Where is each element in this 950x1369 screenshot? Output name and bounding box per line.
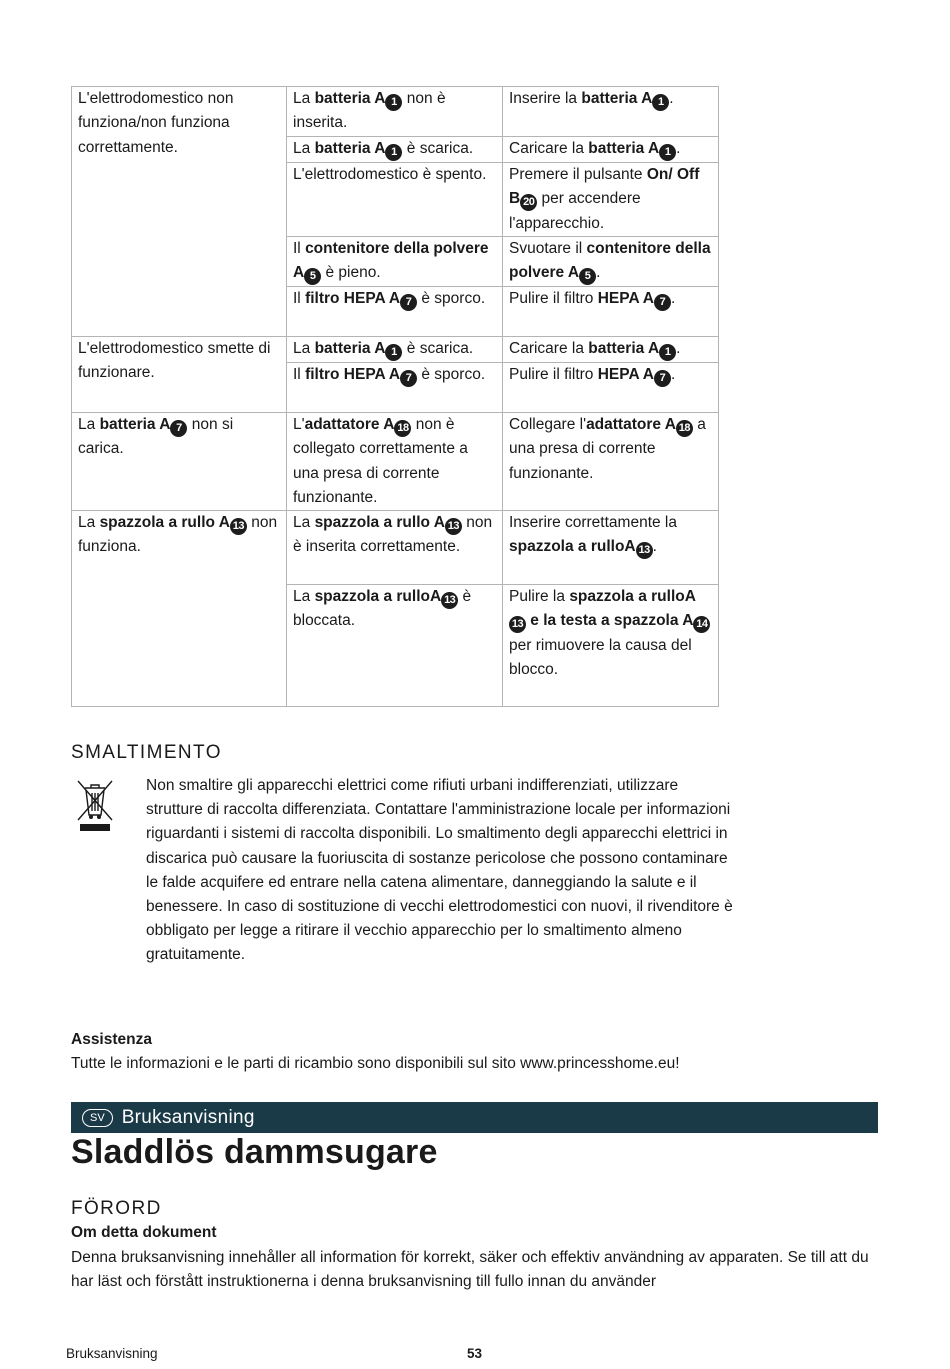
part-number-badge: 1 [385, 94, 402, 111]
part-number-badge: 13 [509, 616, 526, 633]
solution-cell: Pulire la spazzola a rulloA13 e la testa a spazzola A 14 per rimuovere la causa del blocco. [503, 585, 719, 707]
cause-cell: La spazzola a rulloA 13 è bloccata. [287, 585, 503, 707]
part-number-badge: 5 [579, 268, 596, 285]
disposal-heading: SMALTIMENTO [71, 742, 222, 763]
solution-cell: Svuotare il contenitore della polvere A 5 . [503, 237, 719, 287]
part-number-badge: 7 [654, 370, 671, 387]
solution-cell: Caricare la batteria A 1 . [503, 137, 719, 163]
part-number-badge: 7 [170, 420, 187, 437]
weee-crossed-bin-icon [74, 778, 116, 834]
part-number-badge: 7 [400, 294, 417, 311]
table-row [72, 511, 719, 585]
part-number-badge: 18 [676, 420, 693, 437]
document-title: Sladdlös dammsugare [71, 1133, 438, 1171]
part-number-badge: 7 [400, 370, 417, 387]
disposal-text: Non smaltire gli apparecchi elettrici come rifiuti urbani indifferenziati, utilizzare strutture di raccolta differenziata. Contattare l'amministrazione locale per informazioni riguardanti i sistemi di raccolta disponibili. Lo smaltimento degli apparecchi elettrici in discarica può causare la fuoriuscita di sostanze pericolose che possono contaminare le falde acquifere ed entrare nella catena alimentare, danneggiando la salute e il benessere. In caso di sostituzione di vecchi elettrodomestici con nuovi, il rivenditore è obbligato per legge a ritirare il vecchio apparecchio per lo smaltimento almeno gratuitamente. [146, 777, 733, 964]
section-bar-title: Bruksanvisning [121, 1106, 255, 1128]
section-bar [71, 1102, 878, 1133]
solution-cell: Collegare l'adattatore A 18 a una presa di corrente funzionante. [503, 413, 719, 511]
part-number-badge: 1 [385, 344, 402, 361]
part-number-badge: 18 [394, 420, 411, 437]
solution-cell: Caricare la batteria A 1 . [503, 337, 719, 363]
cause-cell: La batteria A 1 è scarica. [287, 137, 503, 163]
table-row [72, 413, 719, 511]
table-row [72, 337, 719, 363]
problem-cell: L'elettrodomestico non funziona/non funziona correttamente. [72, 87, 287, 337]
solution-cell: Inserire la batteria A 1 . [503, 87, 719, 137]
part-number-badge: 5 [304, 268, 321, 285]
problem-cell: L'elettrodomestico smette di funzionare. [72, 337, 287, 413]
foreword-text: Denna bruksanvisning innehåller all information för korrekt, säker och effektiv användning av apparaten. Se till att du har läst och förstått instruktionerna i denna bruksanvisning till fullo innan du använder [71, 1249, 869, 1291]
part-number-badge: 1 [385, 144, 402, 161]
cause-cell: La spazzola a rullo A 13 non è inserita correttamente. [287, 511, 503, 585]
footer-label: Bruksanvisning [66, 1346, 158, 1361]
cause-cell: La batteria A 1 non è inserita. [287, 87, 503, 137]
solution-cell: Pulire il filtro HEPA A 7 . [503, 363, 719, 413]
cause-cell: L'elettrodomestico è spento. [287, 163, 503, 237]
cause-cell: Il filtro HEPA A 7 è sporco. [287, 287, 503, 337]
cause-cell: L'adattatore A 18 non è collegato correttamente a una presa di corrente funzionante. [287, 413, 503, 511]
part-number-badge: 14 [693, 616, 710, 633]
problem-cell: La spazzola a rullo A 13 non funziona. [72, 511, 287, 707]
assistance-title: Assistenza [71, 1031, 152, 1048]
foreword-heading: FÖRORD [71, 1198, 162, 1219]
page-number: 53 [467, 1346, 483, 1361]
part-number-badge: 1 [659, 144, 676, 161]
problem-cell: La batteria A 7 non si carica. [72, 413, 287, 511]
part-number-badge: 13 [441, 592, 458, 609]
cause-cell: Il contenitore della polvere A 5 è pieno. [287, 237, 503, 287]
part-number-badge: 13 [636, 542, 653, 559]
foreword-subheading: Om detta dokument [71, 1224, 217, 1241]
assistance-text: Tutte le informazioni e le parti di ricambio sono disponibili sul sito www.princesshome.eu! [71, 1055, 680, 1072]
part-number-badge: 1 [652, 94, 669, 111]
solution-cell: Pulire il filtro HEPA A 7 . [503, 287, 719, 337]
solution-cell: Premere il pulsante On/ Off B 20 per accendere l'apparecchio. [503, 163, 719, 237]
cause-cell: La batteria A 1 è scarica. [287, 337, 503, 363]
part-number-badge: 1 [659, 344, 676, 361]
cause-cell: Il filtro HEPA A 7 è sporco. [287, 363, 503, 413]
troubleshooting-table [71, 86, 719, 707]
part-number-badge: 7 [654, 294, 671, 311]
part-number-badge: 20 [520, 194, 537, 211]
table-row [72, 87, 719, 137]
part-number-badge: 13 [230, 518, 247, 535]
part-number-badge: 13 [445, 518, 462, 535]
language-badge: SV [82, 1109, 113, 1127]
solution-cell: Inserire correttamente la spazzola a rulloA 13 . [503, 511, 719, 585]
